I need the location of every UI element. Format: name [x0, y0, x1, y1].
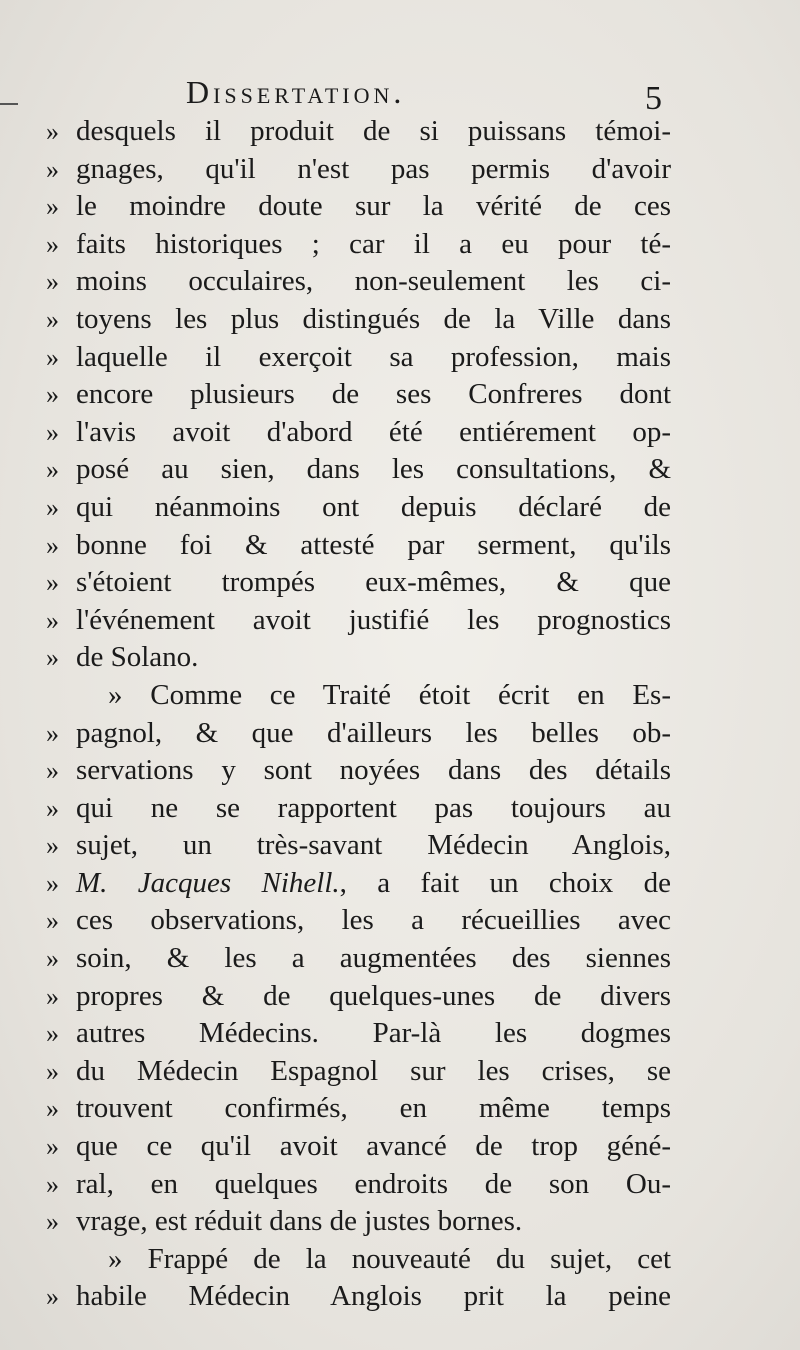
quote-mark: »: [46, 1094, 59, 1124]
line-text: autres Médecins. Par-là les dogmes: [76, 1017, 671, 1050]
line-text: pagnol, & que d'ailleurs les belles ob-: [76, 716, 671, 749]
text-line: [46, 564, 671, 602]
text-line: [46, 978, 671, 1016]
text-line: [46, 790, 671, 828]
text-line: [46, 1203, 671, 1241]
text-line: [46, 639, 671, 677]
quote-mark: »: [46, 868, 59, 898]
quote-mark: [46, 677, 76, 715]
text-line: [46, 188, 671, 226]
text-line: [46, 113, 671, 151]
quote-mark: »: [46, 1207, 59, 1237]
italic-name: M. Jacques Nihell.: [76, 866, 340, 899]
text-line: [46, 151, 671, 189]
text-line: [46, 489, 671, 527]
quote-mark: »: [46, 793, 59, 823]
text-line: [46, 339, 671, 377]
text-line: [46, 1090, 671, 1128]
text-line: [46, 1053, 671, 1091]
quote-mark: »: [46, 605, 59, 635]
text-line: [46, 902, 671, 940]
quote-mark: »: [46, 1019, 59, 1049]
line-text: trouvent confirmés, en même temps: [76, 1092, 671, 1125]
line-text: du Médecin Espagnol sur les crises, se: [76, 1054, 671, 1087]
line-text: servations y sont noyées dans des détails: [76, 754, 671, 787]
line-text: bonne foi & attesté par serment, qu'ils: [76, 528, 671, 561]
text-line: [46, 865, 671, 903]
body-text: [46, 113, 671, 1316]
quote-mark: »: [46, 1282, 59, 1312]
line-text: que ce qu'il avoit avancé de trop géné-: [76, 1130, 671, 1163]
text-line: [46, 752, 671, 790]
quote-mark: »: [46, 944, 59, 974]
line-text: l'événement avoit justifié les prognostics: [76, 603, 671, 636]
quote-mark: »: [46, 643, 59, 673]
line-text-rest: , a fait un choix de: [339, 866, 671, 899]
text-line: [46, 263, 671, 301]
line-text: sujet, un très-savant Médecin Anglois,: [76, 829, 671, 862]
line-text: de Solano.: [76, 641, 199, 674]
text-line: [46, 827, 671, 865]
quote-mark: »: [46, 1056, 59, 1086]
line-text: le moindre doute sur la vérité de ces: [76, 190, 671, 223]
quote-mark: »: [46, 718, 59, 748]
line-text: [76, 865, 671, 903]
quote-mark: »: [46, 304, 59, 334]
line-text: qui néanmoins ont depuis déclaré de: [76, 490, 671, 523]
text-line: [46, 1278, 671, 1316]
line-text: » Comme ce Traité étoit écrit en Es-: [108, 678, 671, 711]
text-line: [46, 677, 671, 715]
text-line: [46, 602, 671, 640]
text-line: [46, 1166, 671, 1204]
quote-mark: »: [46, 380, 59, 410]
line-text: gnages, qu'il n'est pas permis d'avoir: [76, 152, 671, 185]
quote-mark: »: [46, 154, 59, 184]
line-text: toyens les plus distingués de la Ville dans: [76, 302, 671, 335]
text-line: [46, 414, 671, 452]
quote-mark: »: [46, 1132, 59, 1162]
line-text: vrage, est réduit dans de justes bornes.: [76, 1205, 523, 1238]
text-line: [46, 1015, 671, 1053]
line-text: propres & de quelques-unes de divers: [76, 979, 671, 1012]
line-text: desquels il produit de si puissans témoi-: [76, 115, 671, 147]
text-line: [46, 376, 671, 414]
quote-mark: [46, 1241, 76, 1279]
line-text: moins occulaires, non-seulement les ci-: [76, 265, 671, 298]
quote-mark: »: [46, 492, 59, 522]
quote-mark: »: [46, 981, 59, 1011]
line-text: ral, en quelques endroits de son Ou-: [76, 1167, 671, 1200]
text-line: [46, 451, 671, 489]
quote-mark: »: [46, 530, 59, 560]
page-number: 5: [645, 80, 662, 117]
line-text: » Frappé de la nouveauté du sujet, cet: [108, 1242, 671, 1275]
quote-mark: »: [46, 192, 59, 222]
text-line: [46, 1128, 671, 1166]
line-text: encore plusieurs de ses Confreres dont: [76, 378, 671, 411]
line-text: qui ne se rapportent pas toujours au: [76, 791, 671, 824]
line-text: faits historiques ; car il a eu pour té-: [76, 227, 671, 260]
quote-mark: »: [46, 342, 59, 372]
line-text: posé au sien, dans les consultations, &: [76, 453, 671, 486]
line-text: soin, & les a augmentées des siennes: [76, 942, 671, 975]
text-line: [46, 1241, 671, 1279]
line-text: habile Médecin Anglois prit la peine: [76, 1280, 671, 1313]
quote-mark: »: [46, 117, 59, 146]
quote-mark: »: [46, 229, 59, 259]
text-line: [46, 940, 671, 978]
quote-mark: »: [46, 455, 59, 485]
quote-mark: »: [46, 906, 59, 936]
quote-mark: »: [46, 756, 59, 786]
text-line: [46, 715, 671, 753]
quote-mark: »: [46, 267, 59, 297]
quote-mark: »: [46, 568, 59, 598]
quote-mark: »: [46, 417, 59, 447]
line-text: laquelle il exerçoit sa profession, mais: [76, 340, 671, 373]
line-text: l'avis avoit d'abord été entiérement op-: [76, 415, 671, 448]
quote-mark: »: [46, 1169, 59, 1199]
line-text: s'étoient trompés eux-mêmes, & que: [76, 566, 671, 599]
running-title: Dissertation.: [186, 74, 406, 110]
text-line: [46, 226, 671, 264]
quote-mark: »: [46, 831, 59, 861]
text-line: [46, 527, 671, 565]
text-line: [46, 301, 671, 339]
line-text: ces observations, les a récueillies avec: [76, 904, 671, 937]
